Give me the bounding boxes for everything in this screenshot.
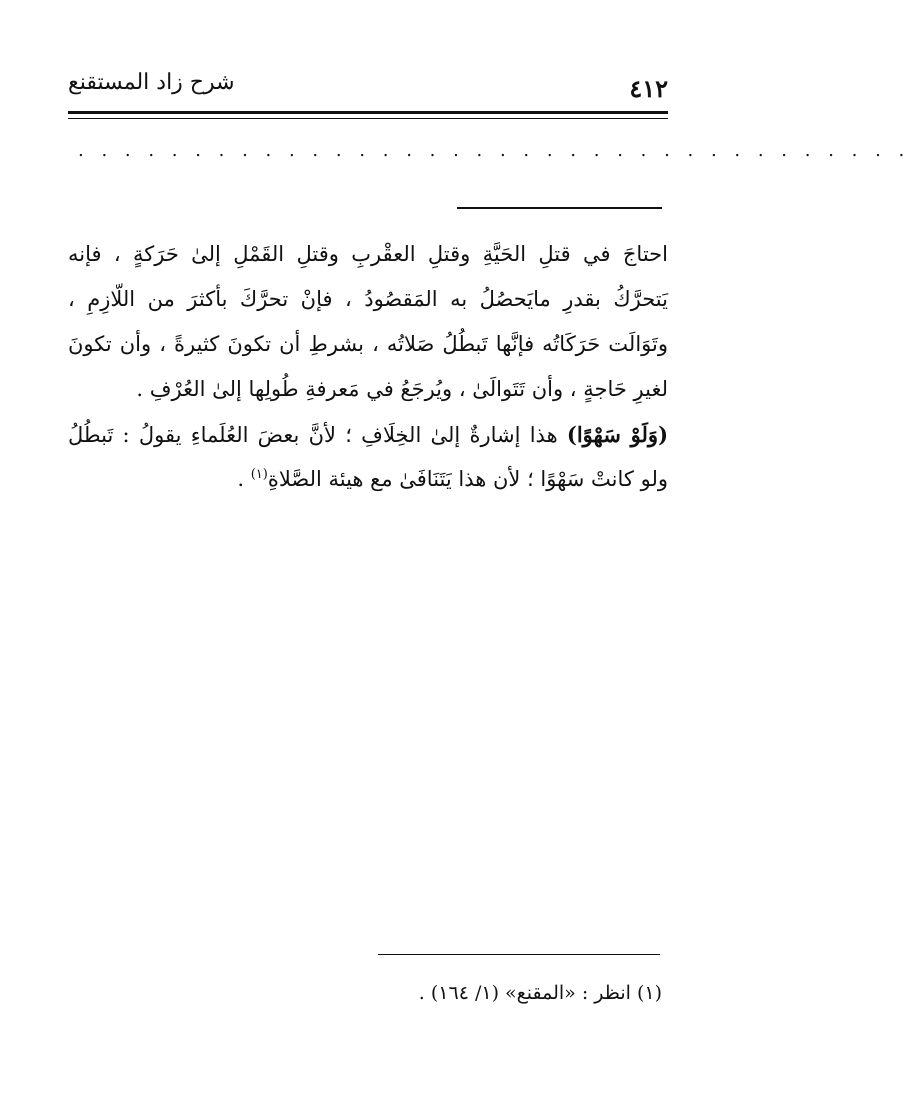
dotted-separator: . . . . . . . . . . . . . . . . . . . . . . . . . . . . . . . . . . . . — [78, 140, 910, 161]
footnote-marker[interactable]: (١) — [250, 467, 268, 482]
running-title: شرح زاد المستقنع — [68, 70, 235, 95]
page-header — [68, 70, 668, 108]
commented-term: (وَلَوْ سَهْوًا) — [566, 422, 669, 447]
header-rule-thin — [68, 118, 668, 119]
footnote-text: (١) انظر : «المقنع» (١/ ١٦٤) . — [418, 982, 662, 1004]
body-line-6 — [68, 457, 668, 502]
header-rule-thick — [68, 111, 668, 114]
body-line-5 — [68, 412, 668, 457]
body-line-5-text: هذا إشارةٌ إلىٰ الخِلَافِ ؛ لأنَّ بعضَ العُلَماءِ يقولُ : تَبطُلُ — [68, 423, 567, 447]
body-line-1: احتاجَ في قتلِ الحَيَّةِ وقتلِ العقْربِ وقتلِ القَمْلِ إلىٰ حَرَكةٍ ، فإنه — [68, 242, 668, 266]
body-text — [68, 232, 668, 502]
page-number: ٤١٢ — [629, 74, 668, 103]
body-line-6-text: ولو كانتْ سَهْوًا ؛ لأن هذا يَتَنَافَىٰ مع هيئة الصَّلاةِ — [267, 467, 668, 491]
section-rule — [457, 207, 662, 209]
body-line-6-end: . — [237, 467, 251, 491]
body-line-2: يَتحرَّكُ بقدرِ مايَحصُلُ به المَقصُودُ ، فإنْ تحرَّكَ بأكثرَ من اللّازِمِ ، — [68, 287, 668, 311]
body-line-3: وتَوَالَت حَرَكَاتُه فإنَّها تَبطُلُ صَلاتُه ، بشرطِ أن تكونَ كثيرةً ، وأن تكونَ — [68, 332, 668, 356]
footnote-rule — [378, 954, 660, 955]
body-line-4: لغيرِ حَاجةٍ ، وأن تَتَوالَىٰ ، ويُرجَعُ في مَعرفةِ طُولِها إلىٰ العُرْفِ . — [136, 377, 668, 401]
